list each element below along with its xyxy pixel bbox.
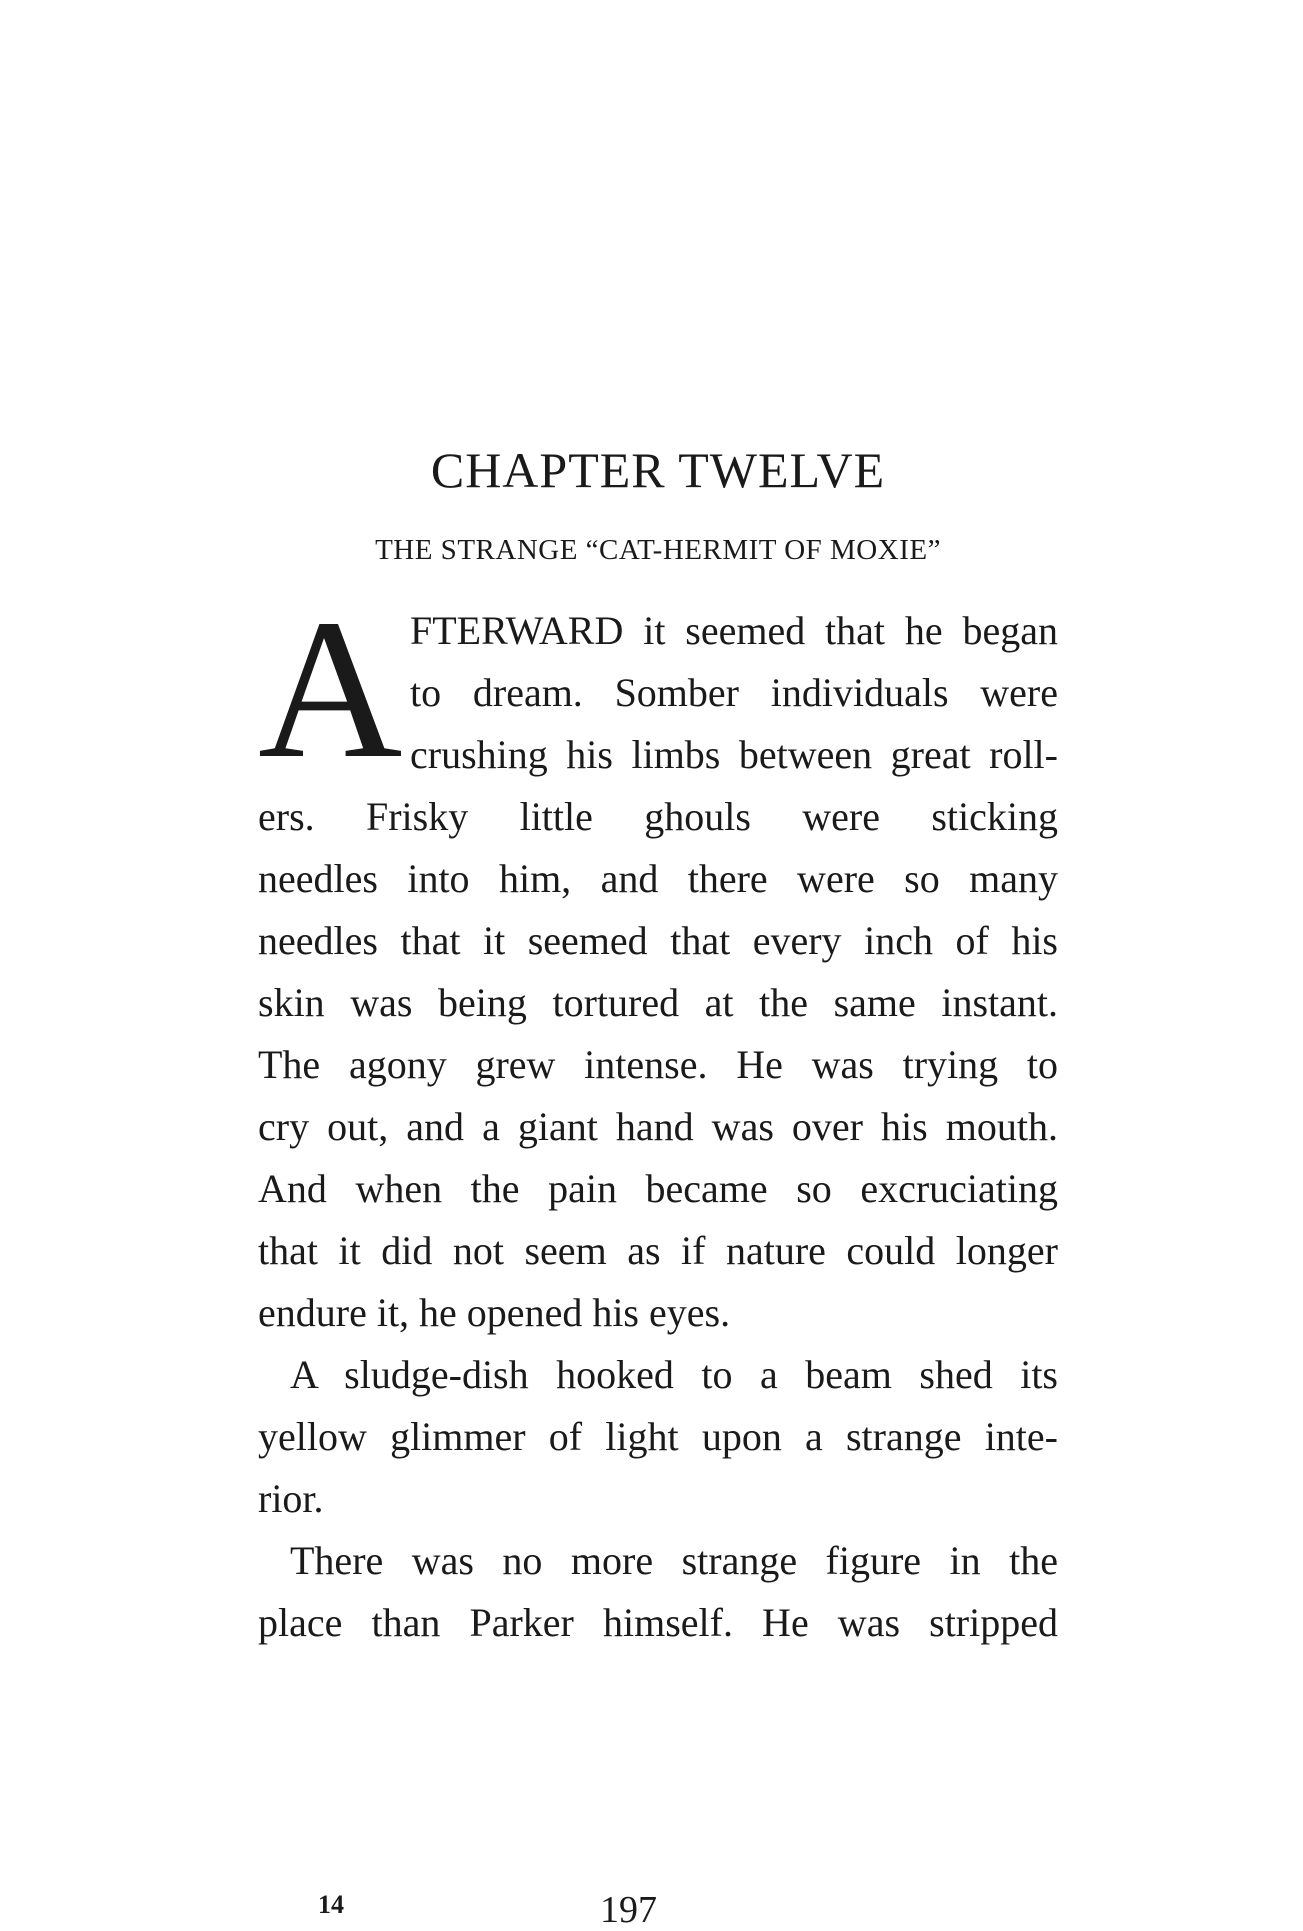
text-line: skin was being tortured at the same instant. xyxy=(258,980,1058,1025)
text-line: cry out, and a giant hand was over his mouth. xyxy=(258,1104,1058,1149)
text-line: to dream. Somber individuals were xyxy=(410,670,1058,715)
text-line: rior. xyxy=(258,1476,324,1521)
chapter-title: CHAPTER TWELVE xyxy=(430,442,886,498)
text-line: And when the pain became so excruciating xyxy=(258,1166,1058,1211)
page-number: 197 xyxy=(600,1889,657,1931)
text-line: endure it, he opened his eyes. xyxy=(258,1290,731,1335)
paragraph-1 xyxy=(258,786,1058,1344)
text-line: crushing his limbs between great roll- xyxy=(410,732,1058,777)
text-line: The agony grew intense. He was trying to xyxy=(258,1042,1058,1087)
signature-mark: 14 xyxy=(318,1890,344,1919)
chapter-subtitle: THE STRANGE “CAT-HERMIT OF MOXIE” xyxy=(375,534,941,566)
text-line: yellow glimmer of light upon a strange inte- xyxy=(258,1414,1058,1459)
text-line: place than Parker himself. He was stripped xyxy=(258,1600,1058,1645)
text-line: There was no more strange figure in the xyxy=(290,1538,1058,1583)
text-line: A sludge-dish hooked to a beam shed its xyxy=(290,1352,1058,1397)
text-line: ers. Frisky little ghouls were sticking xyxy=(258,794,1058,839)
drop-cap: A xyxy=(258,579,403,800)
text-line: FTERWARD it seemed that he began xyxy=(410,608,1058,653)
paragraph-2 xyxy=(258,1344,1058,1530)
text-line: that it did not seem as if nature could longer xyxy=(258,1228,1058,1273)
paragraph-3 xyxy=(258,1530,1058,1654)
opening-lines xyxy=(410,600,1058,786)
text-line: needles that it seemed that every inch of his xyxy=(258,918,1058,963)
text-line: needles into him, and there were so many xyxy=(258,856,1058,901)
